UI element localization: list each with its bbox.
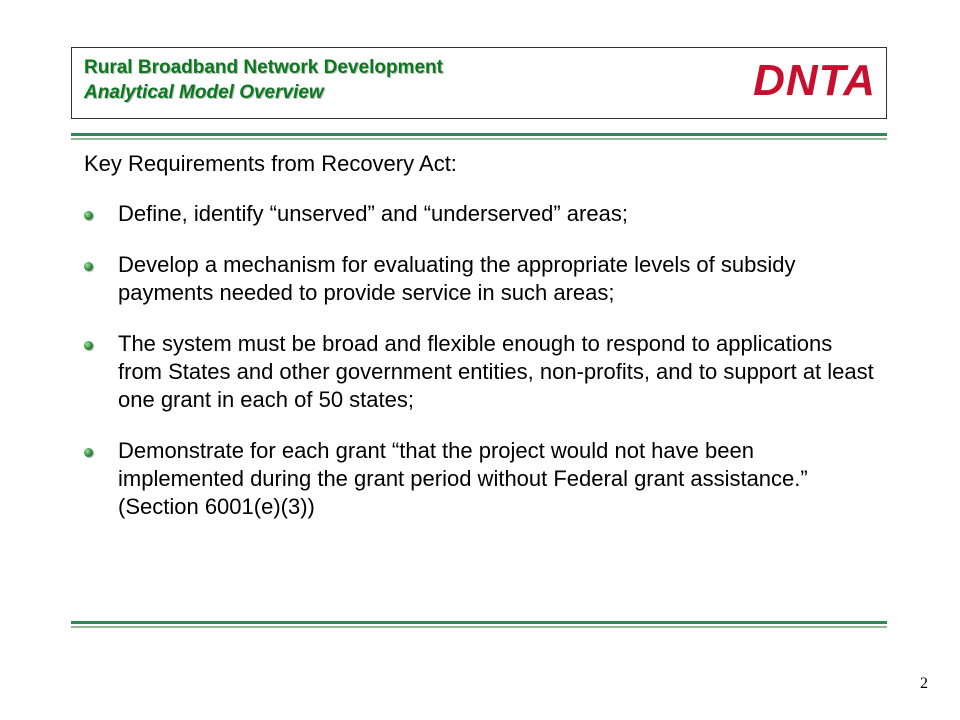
dnta-logo: DNTA — [753, 56, 876, 105]
slide-title: Rural Broadband Network Development — [84, 57, 443, 78]
green-sphere-bullet-icon — [84, 211, 93, 220]
bullet-text: The system must be broad and flexible enough to respond to applications from States and other government entities, non-profits, and to support at least one grant in each of 50 states; — [118, 331, 874, 412]
header-box — [71, 47, 887, 119]
bottom-divider — [71, 621, 887, 628]
bullet-text: Define, identify “unserved” and “underserved” areas; — [118, 201, 628, 226]
bullet-text: Demonstrate for each grant “that the project would not have been implemented during the grant period without Federal grant assistance.” (Section 6001(e)(3)) — [118, 438, 808, 519]
list-item — [84, 437, 874, 521]
top-divider — [71, 133, 887, 140]
bullet-text: Develop a mechanism for evaluating the appropriate levels of subsidy payments needed to provide service in such areas; — [118, 252, 796, 305]
page-number: 2 — [920, 675, 928, 692]
requirements-list — [84, 200, 874, 544]
green-sphere-bullet-icon — [84, 262, 93, 271]
green-sphere-bullet-icon — [84, 341, 93, 350]
list-item — [84, 251, 874, 307]
list-item — [84, 330, 874, 414]
intro-heading: Key Requirements from Recovery Act: — [84, 151, 457, 176]
list-item — [84, 200, 874, 228]
slide-subtitle: Analytical Model Overview — [84, 82, 324, 103]
green-sphere-bullet-icon — [84, 448, 93, 457]
